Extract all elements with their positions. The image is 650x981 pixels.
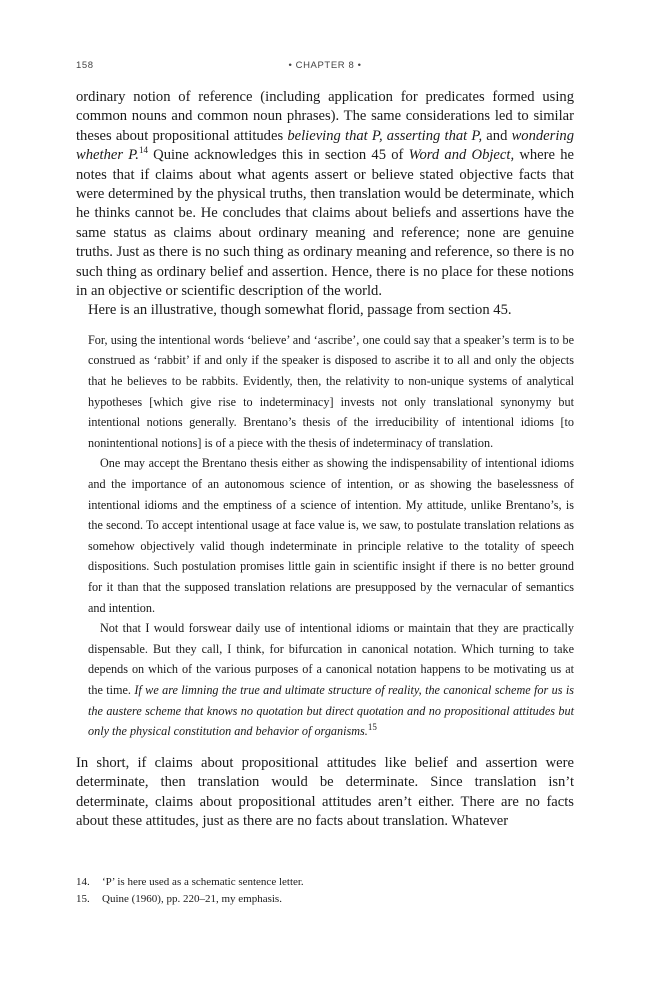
paragraph-1 <box>76 88 574 301</box>
q3-italic: If we are limning the true and ultimate structure of reality, the canonical scheme for us is the austere scheme that knows no quotation but direct quotation and no propositional attitudes but only the physical constitution and behavior of organisms. <box>88 682 574 739</box>
p1-text-a: ordinary notion of reference (including application for predicates formed using common nouns and common noun phrases). The same considerations led to similar theses about propositional attitudes <box>76 89 574 144</box>
p1-text-c: Quine acknowledges this in section 45 of <box>147 147 409 164</box>
footnote-15 <box>76 891 574 908</box>
page-number: 158 <box>76 60 94 71</box>
footnote-text: ‘P’ is here used as a schematic sentence letter. <box>102 876 304 888</box>
paragraph-3: In short, if claims about propositional attitudes like belief and assertion were determinate, then translation would be determinate. Since translation isn’t determinate, claims about propositional attitudes aren’t either. There are no facts about these attitudes, just as there are no facts about translation. Whatever <box>76 754 574 829</box>
q3-text: Not that I would forswear daily use of intentional idioms or maintain that they are practically dispensable. But they call, I think, for bifurcation in canonical notation. Which turning to take depends on which of the various purposes of a canonical notation happens to be motivating us at the time. <box>88 621 574 697</box>
p1-italic-3: Word and Object, <box>408 147 515 164</box>
footnote-number: 14. <box>76 876 90 888</box>
running-head <box>76 60 574 76</box>
quote-paragraph-2: One may accept the Brentano thesis either as showing the indispensability of intentional idioms and the importance of an autonomous science of intention, or as showing the baselessness of intentional idioms and the emptiness of a science of intention. My attitude, unlike Brentano’s, is the second. To accept intentional usage at face value is, we saw, to postulate translation relations as somehow objectively valid though indeterminate in principle relative to the totality of speech dispositions. Such postulation promises little gain in scientific insight if there is no better ground for it than that the supposed translation relations are presupposed by the vernacular of semantics and intention. <box>88 456 574 615</box>
footnote-text: Quine (1960), pp. 220–21, my emphasis. <box>102 893 282 905</box>
p1-text-b: and <box>482 127 512 144</box>
p1-text-d: where he notes that if claims about what agents assert or believe stated objective facts that were determined by the physical truths, then translation would be determinate, which he thinks cannot be. He concludes that claims about beliefs and assertions have the same status as claims about ordinary meaning and reference; none are genuine truths. Just as there is no such thing as ordinary meaning and reference, so there is no such thing as ordinary belief and assertion. Hence, there is no place for these notions in an objective or scientific description of the world. <box>76 147 574 300</box>
p1-italic-2: wondering whether P. <box>76 127 574 164</box>
body-text <box>76 88 574 831</box>
block-quote <box>88 330 574 742</box>
quote-paragraph-3 <box>88 618 574 742</box>
footnote-number: 15. <box>76 893 90 905</box>
footnote-ref-15[interactable]: 15 <box>367 722 377 733</box>
paragraph-2: Here is an illustrative, though somewhat florid, passage from section 45. <box>88 302 512 319</box>
footnote-14 <box>76 874 574 891</box>
footnote-ref-14[interactable]: 14 <box>138 145 148 156</box>
chapter-label: • CHAPTER 8 • <box>288 60 362 71</box>
footnotes <box>76 874 574 908</box>
p1-italic-1: believing that P, asserting that P, <box>287 127 483 144</box>
quote-paragraph-1: For, using the intentional words ‘believe’ and ‘ascribe’, one could say that a speaker’s term is to be construed as ‘rabbit’ if and only if the speaker is disposed to ascribe it to all and only the objects that he believes to be rabbits. Evidently, then, the relativity to non-unique systems of analytical hypotheses [which give rise to indeterminacy] invests not only translational synonymy but intentional notions generally. Brentano’s thesis of the irreducibility of intentional idioms [to nonintentional notions] is of a piece with the thesis of indeterminacy of translation. <box>88 332 574 450</box>
